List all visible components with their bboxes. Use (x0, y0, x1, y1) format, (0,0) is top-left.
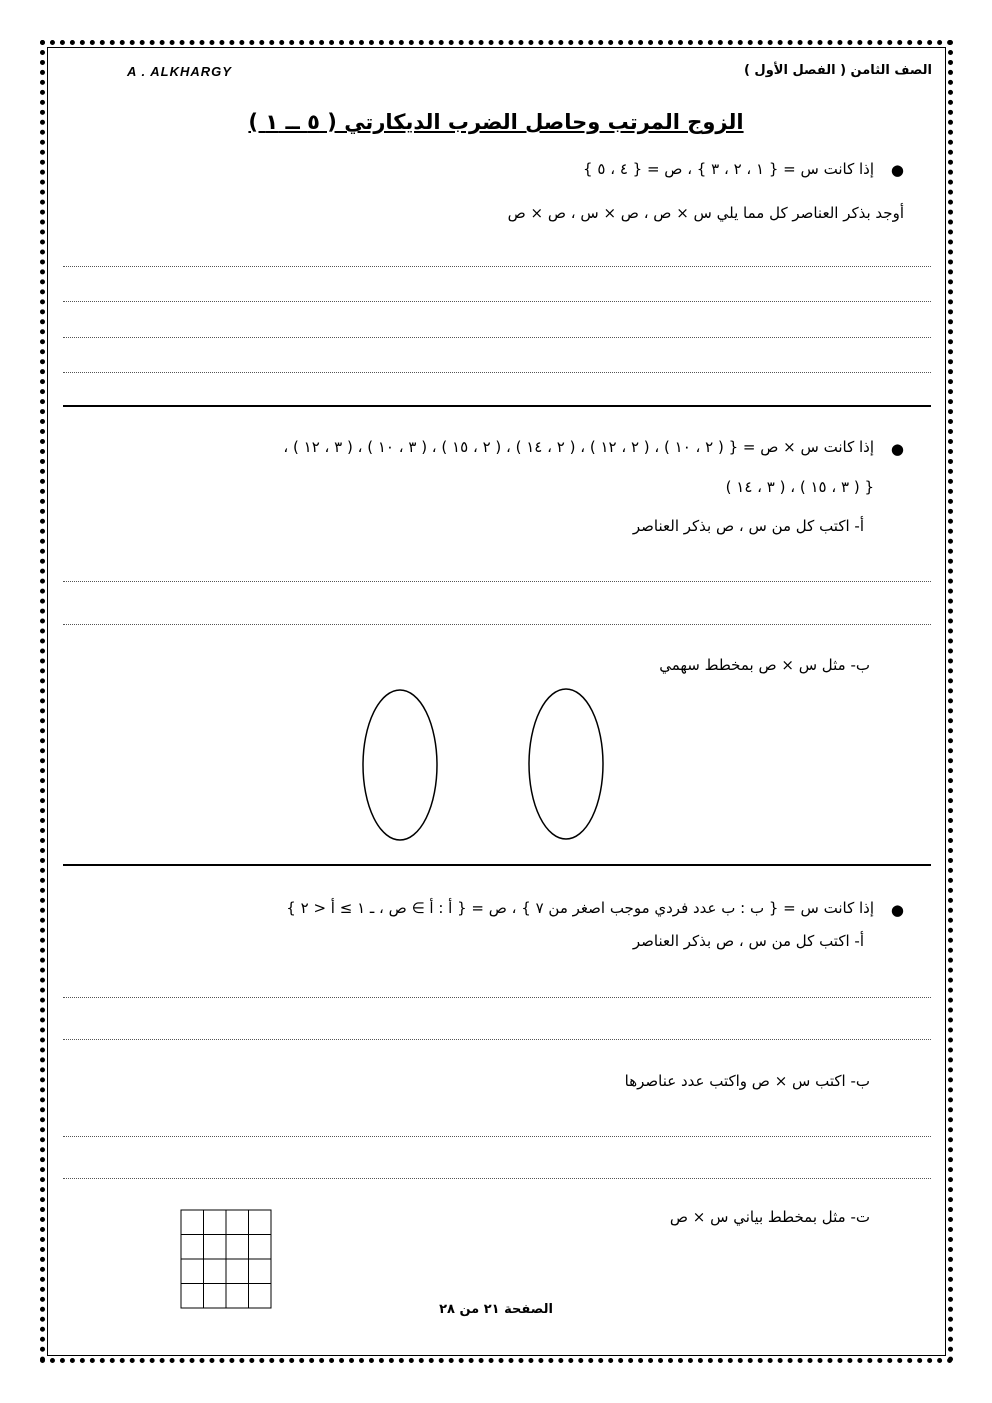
answer-line[interactable] (63, 581, 931, 582)
author-label: A . ALKHARGY (127, 64, 232, 79)
answer-line[interactable] (63, 624, 931, 625)
arrow-diagram (355, 685, 615, 845)
answer-line[interactable] (63, 266, 931, 267)
q1-given: إذا كانت س = { ١ ، ٢ ، ٣ } ، ص = { ٤ ، ٥ } (583, 160, 874, 178)
q2-part-b: ب- مثل س × ص بمخطط سهمي (659, 656, 870, 674)
q3-given: إذا كانت س = { ب : ب عدد فردي موجب اصغر من ٧ } ، ص = { أ : أ ∋ ص ، ـ ١ ≥ أ < ٢ } (286, 899, 874, 917)
grade-label: الصف الثامن ( الفصل الأول ) (743, 63, 932, 78)
q2-part-a: أ- اكتب كل من س ، ص بذكر العناصر (632, 517, 864, 535)
q1-task: أوجد بذكر العناصر كل مما يلي س × ص ، ص × س ، ص × ص (507, 204, 904, 222)
answer-line[interactable] (63, 301, 931, 302)
section-divider (63, 405, 931, 407)
answer-line[interactable] (63, 337, 931, 338)
set-x-oval (363, 690, 437, 840)
bullet-icon: ● (890, 161, 904, 179)
q3-part-b: ب- اكتب س × ص واكتب عدد عناصرها (624, 1072, 870, 1090)
bullet-icon: ● (890, 901, 904, 919)
answer-line[interactable] (63, 1039, 931, 1040)
answer-line[interactable] (63, 372, 931, 373)
page-number: الصفحة ٢١ من ٢٨ (439, 1302, 553, 1317)
worksheet-title (0, 110, 992, 134)
answer-line[interactable] (63, 1178, 931, 1179)
worksheet-title-text: الزوج المرتب وحاصل الضرب الديكارتي ( ٥ ــ ١ ) (248, 110, 744, 134)
section-divider (63, 864, 931, 866)
set-y-oval (529, 689, 603, 839)
graph-grid (180, 1209, 274, 1311)
q2-given-line1: إذا كانت س × ص = { ( ٢ ، ١٠ ) ، ( ٢ ، ١٢ ) ، ( ٢ ، ١٤ ) ، ( ٢ ، ١٥ ) ، ( ٣ ، ١٠ ) ، ( ٣ ، ١٢ ) ، (283, 438, 874, 456)
answer-line[interactable] (63, 1136, 931, 1137)
q2-given-line2: ( ٣ ، ١٤ ) ، ( ٣ ، ١٥ ) } (725, 478, 874, 496)
q3-part-c: ت- مثل بمخطط بياني س × ص (669, 1208, 870, 1226)
bullet-icon: ● (890, 440, 904, 458)
answer-line[interactable] (63, 997, 931, 998)
q3-part-a: أ- اكتب كل من س ، ص بذكر العناصر (632, 932, 864, 950)
